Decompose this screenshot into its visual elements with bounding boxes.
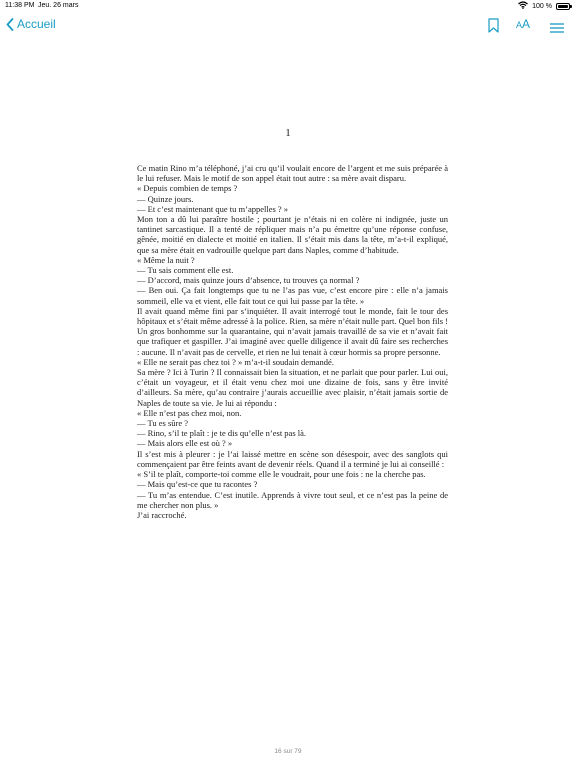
- paragraph: — Tu sais comment elle est.: [137, 265, 234, 276]
- page-counter: 16 sur 79: [274, 748, 302, 755]
- paragraph: — D’accord, mais quinze jours d’absence, tu trouves ça normal ?: [137, 275, 360, 286]
- paragraph: — Tu es sûre ?: [137, 418, 189, 429]
- status-time: 11:38 PM: [5, 2, 35, 9]
- paragraph: — Et c’est maintenant que tu m’appelles ? »: [137, 203, 289, 214]
- status-date: Jeu. 26 mars: [38, 2, 79, 9]
- paragraph: Mon ton a dû lui paraître hostile ; pourtant je n’étais ni en colère ni indignée, juste un tantinet sarcastique. Il a tenté de répliquer mais n’a pu émettre qu’une réponse confuse, gênée, moitié en dialecte et moitié en italien. Il s’était mis dans la tête, m’a-t-il expliqué, que sa mère était en vadrouille quelque part dans Naples, comme d’habitude.: [137, 214, 448, 255]
- font-size-icon[interactable]: [516, 17, 530, 31]
- status-bar: [0, 0, 576, 12]
- paragraph: J’ai raccroché.: [137, 509, 187, 520]
- paragraph: Il s’est mis à pleurer : je l’ai laissé mettre en scène son désespoir, avec des sanglots qui commençaient par être feints avant de devenir réels. Quand il a terminé je lui ai conseillé :: [137, 448, 448, 469]
- font-size-small-glyph: A: [516, 20, 523, 30]
- battery-fill: [558, 5, 568, 8]
- paragraph: — Mais qu’est-ce que tu racontes ?: [137, 479, 258, 490]
- paragraph: « S’il te plaît, comporte-toi comme elle le voudrait, pour une fois : ne la cherche pas.: [137, 469, 426, 480]
- paragraph: « Elle n’est pas chez moi, non.: [137, 407, 242, 418]
- paragraph: « Depuis combien de temps ?: [137, 183, 238, 194]
- battery-icon: [556, 3, 570, 10]
- chevron-left-icon: [6, 18, 14, 31]
- chapter-number: 1: [285, 127, 291, 139]
- paragraph: Ce matin Rino m’a téléphoné, j’ai cru qu’il voulait encore de l’argent et me suis préparée à le lui refuser. Mais le motif de son appel était tout autre : sa mère avait disparu.: [137, 163, 448, 184]
- back-button[interactable]: [6, 17, 56, 31]
- paragraph: Sa mère ? Ici à Turin ? Il connaissait bien la situation, et ne parlait que pour parler. Lui oui, c’était un voyageur, et il était venu chez moi une dizaine de fois, sans y être invité d’ailleurs. Sa mère, qu’au contraire j’aurais accueillie avec plaisir, n’était jamais sortie de Naples de toute sa vie. Je lui ai répondu :: [137, 367, 448, 408]
- table-of-contents-icon[interactable]: [550, 20, 564, 38]
- battery-percent: 100 %: [532, 2, 552, 10]
- paragraph: — Mais alors elle est où ? »: [137, 438, 233, 449]
- bookmark-icon[interactable]: [488, 18, 499, 38]
- paragraph: « Elle ne serait pas chez toi ? » m’a-t-il soudain demandé.: [137, 356, 334, 367]
- back-button-label: Accueil: [17, 17, 56, 31]
- paragraph: Il avait quand même fini par s’inquiéter. Il avait interrogé tout le monde, fait le tour des hôpitaux et s’était même adressé à la police. Rien, sa mère n’était nulle part. Quel bon fils ! Un gros bonhomme sur la quarantaine, qui n’avait jamais travaillé de sa vie et n’avait fait que trafiquer et gaspiller. J’ai imaginé avec quelle diligence il avait dû faire ses recherches : aucune. Il n’avait pas de cervelle, et rien ne lui tenait à cœur hormis sa propre personne.: [137, 305, 448, 357]
- font-size-big-glyph: A: [522, 17, 531, 31]
- paragraph: — Ben oui. Ça fait longtemps que tu ne l’as pas vue, c’est encore pire : elle n’a jamais sommeil, elle va et vient, elle fait tout ce qui lui passe par la tête. »: [137, 285, 448, 306]
- wifi-icon: [518, 1, 528, 11]
- book-text: [137, 163, 448, 520]
- paragraph: — Tu m’as entendue. C’est inutile. Apprends à vivre tout seul, et ce n’est pas la peine de me chercher non plus. »: [137, 489, 448, 510]
- reader-nav-bar: [0, 12, 576, 40]
- paragraph: — Rino, s’il te plaît : je te dis qu’elle n’est pas là.: [137, 428, 307, 439]
- status-right: [518, 1, 570, 11]
- paragraph: « Même la nuit ?: [137, 254, 195, 265]
- paragraph: — Quinze jours.: [137, 193, 194, 204]
